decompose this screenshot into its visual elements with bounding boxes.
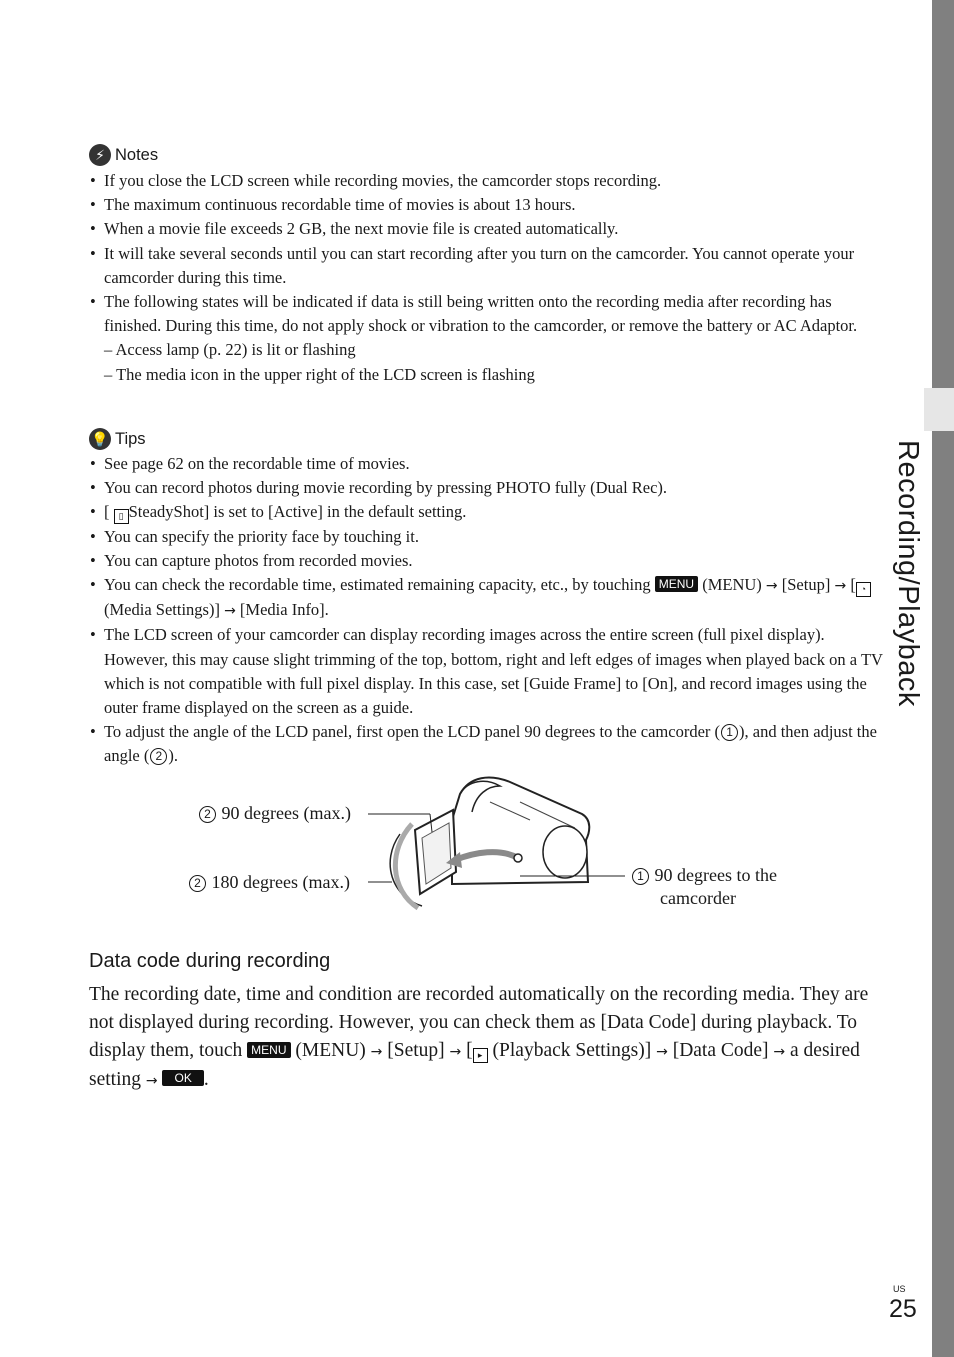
list-item: • The following states will be indicated if data is still being written onto the recording media after recording has finished. During this time, do not apply shock or vibration to the camcorder, or remove the battery or AC Adaptor. [89,290,884,338]
para-text: [Data Code] [672,1040,769,1061]
para-text: (MENU) [295,1040,366,1061]
list-item [89,720,884,768]
list-item: • You can capture photos from recorded movies. [89,549,884,573]
menu-button-icon: MENU [655,576,698,592]
arrow-icon: → [145,1073,158,1089]
figure-label-text: 90 degrees (max.) [221,803,351,823]
tips-heading-label: Tips [115,429,146,448]
tip-text: [Setup] [781,575,831,595]
tips-heading [89,428,146,450]
list-item: • You can record photos during movie recording by pressing PHOTO fully (Dual Rec). [89,476,884,500]
playback-icon: ▸ [473,1048,488,1063]
para-text: . [203,1069,209,1090]
arrow-icon: → [834,578,847,595]
tip-text: (Media Settings)] [104,600,220,620]
figure-label-text: 180 degrees (max.) [211,872,350,892]
arrow-icon: → [370,1044,383,1060]
arrow-icon: → [449,1044,462,1060]
para-text: (Playback Settings)] [492,1040,652,1061]
movie-steadyshot-icon: ▯ [114,509,129,524]
figure-label-90max [198,802,351,825]
notes-heading [89,144,158,166]
menu-button-icon: MENU [247,1042,290,1058]
arrow-icon: → [773,1044,786,1060]
arrow-icon: → [765,578,778,595]
tip-text: To adjust the angle of the LCD panel, first open the LCD panel 90 degrees to the camcorder ( [104,722,721,742]
notes-heading-label: Notes [115,145,159,164]
circled-number-icon: 2 [150,748,167,765]
tips-list [89,452,884,769]
tip-text: [Media Info]. [239,600,329,620]
tip-text: SteadyShot] is set to [Active] in the default setting. [128,502,467,522]
tip-text: You can check the recordable time, estimated remaining capacity, etc., by touching [104,575,651,595]
ok-button-icon: OK [162,1070,203,1086]
para-text: The recording date, time and condition are recorded automatically on the recording media. They are not displayed during recording. However, you can check them as [Data Code] during playback. To display them, touch [89,984,869,1061]
list-subitem: – Access lamp (p. 22) is lit or flashing [104,340,356,360]
list-item: • The LCD screen of your camcorder can display recording images across the entire screen (full pixel display). However, this may cause slight trimming of the top, bottom, right and left edges of images when played back on a TV which is not compatible with full pixel display. In this case, set [Guide Frame] to [On], and record images using the outer frame displayed on the screen as a guide. [89,623,884,720]
list-item: • The maximum continuous recordable time of movies is about 13 hours. [89,193,884,217]
list-item: • If you close the LCD screen while recording movies, the camcorder stops recording. [89,169,884,193]
figure-label-90cam-2: camcorder [660,888,736,908]
list-item: • You can specify the priority face by touching it. [89,525,884,549]
data-code-heading: Data code during recording [89,950,331,972]
para-text: [Setup] [387,1040,445,1061]
camcorder-illustration [360,772,650,917]
tips-lightbulb-icon: 💡 [89,428,111,450]
data-code-paragraph [89,981,879,1095]
list-item: • See page 62 on the recordable time of movies. [89,452,884,476]
tip-text: [ [850,575,856,595]
circled-number-icon: 1 [721,724,738,741]
figure-label-text: 90 degrees to the [654,865,777,885]
list-item: • It will take several seconds until you can start recording after you turn on the camcorder. You cannot operate your camcorder during this time. [89,242,884,290]
sidebar-section-tab [924,388,954,431]
para-text: a desired setting [89,1040,860,1090]
section-title: Recording/Playback [892,440,924,707]
circled-number-icon: 1 [632,868,649,885]
arrow-icon: → [656,1044,668,1060]
tip-text: [ [104,502,110,522]
list-subitem: – The media icon in the upper right of the LCD screen is flashing [104,364,535,384]
tip-text: ), and then adjust the angle ( [104,722,877,766]
media-settings-icon: ◔ [856,582,871,597]
tip-text: (MENU) [702,575,762,595]
list-item [89,500,884,524]
tip-text: ). [168,746,178,766]
figure-label-90cam [631,864,777,887]
list-item: • When a movie file exceeds 2 GB, the next movie file is created automatically. [89,217,884,241]
list-item [89,573,884,623]
para-text: [ [466,1040,473,1061]
circled-number-icon: 2 [199,806,216,823]
circled-number-icon: 2 [189,875,206,892]
page-region-label: US [893,1284,906,1294]
notes-list [89,169,884,387]
notes-lightning-icon: ⚡ [89,144,111,166]
figure-label-180max [188,871,350,894]
arrow-icon: → [224,603,236,620]
page-number: 25 [889,1295,917,1323]
